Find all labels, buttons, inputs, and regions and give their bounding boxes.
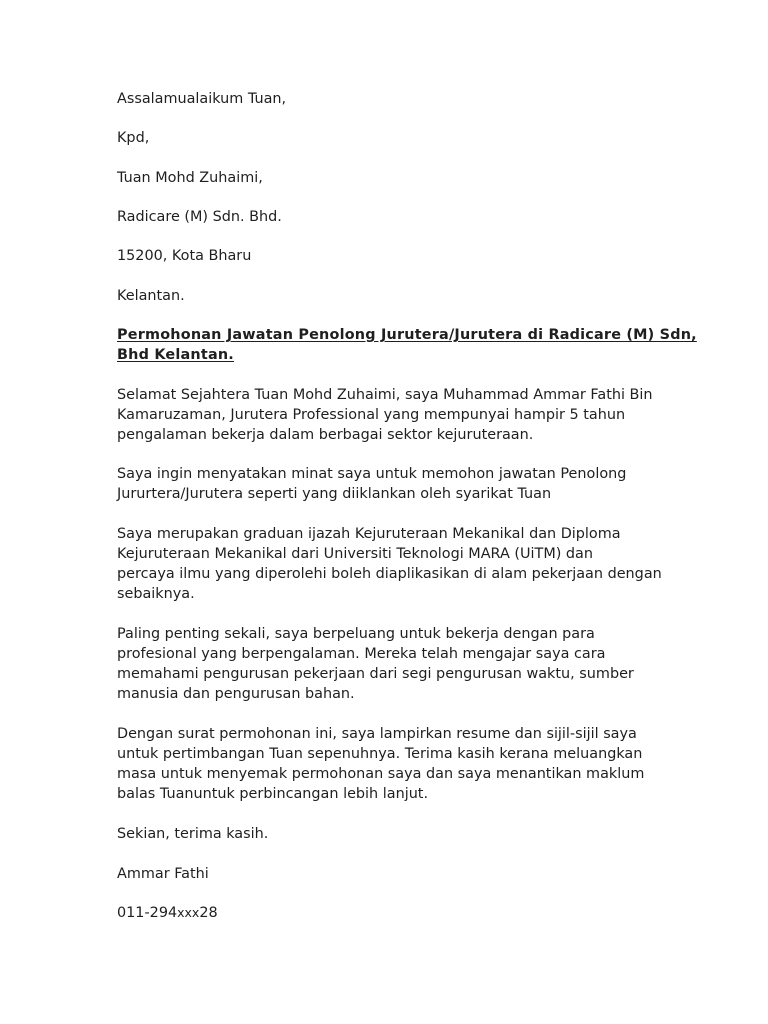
phone-masked: xxx [177,905,200,920]
paragraph-line: Saya ingin menyatakan minat saya untuk memohon jawatan Penolong [117,466,627,482]
subject-line-2: Bhd Kelantan. [117,347,234,363]
paragraph-line: profesional yang berpengalaman. Mereka telah mengajar saya cara [117,646,606,662]
paragraph-line: Saya merupakan graduan ijazah Kejuruteraan Mekanikal dan Diploma [117,526,621,542]
paragraph-education [117,524,677,604]
paragraph-line: pengalaman bekerja dalam berbagai sektor kejuruteraan. [117,427,534,443]
paragraph-line: balas Tuanuntuk perbincangan lebih lanjut. [117,786,429,802]
paragraph-line: untuk pertimbangan Tuan sepenuhnya. Terima kasih kerana meluangkan [117,746,643,762]
address-state: Kelantan. [117,288,185,304]
subject-line-1: Permohonan Jawatan Penolong Jurutera/Jurutera di Radicare (M) Sdn, [117,327,697,343]
paragraph-line: Kamaruzaman, Jurutera Professional yang mempunyai hampir 5 tahun [117,407,626,423]
phone-number [117,903,218,923]
closing: Sekian, terima kasih. [117,826,269,842]
paragraph-line: masa untuk menyemak permohonan saya dan saya menantikan maklum [117,766,645,782]
phone-prefix: 011-294 [117,905,178,921]
paragraph-line: sebaiknya. [117,586,195,602]
address-name: Tuan Mohd Zuhaimi, [117,170,263,186]
paragraph-intro [117,385,677,445]
address-postcode-city: 15200, Kota Bharu [117,248,252,264]
paragraph-line: Jururtera/Jurutera seperti yang diiklankan oleh syarikat Tuan [117,486,552,502]
paragraph-line: Paling penting sekali, saya berpeluang untuk bekerja dengan para [117,626,595,642]
signature-name: Ammar Fathi [117,866,209,882]
address-to: Kpd, [117,130,150,146]
paragraph-line: Selamat Sejahtera Tuan Mohd Zuhaimi, saya Muhammad Ammar Fathi Bin [117,387,653,403]
paragraph-line: percaya ilmu yang diperolehi boleh diaplikasikan di alam pekerjaan dengan [117,566,662,582]
phone-suffix: 28 [199,905,218,921]
greeting: Assalamualaikum Tuan, [117,91,287,107]
subject-line [117,325,697,365]
paragraph-line: manusia dan pengurusan bahan. [117,686,355,702]
paragraph-line: Dengan surat permohonan ini, saya lampirkan resume dan sijil-sijil saya [117,726,637,742]
paragraph-attachment [117,724,677,804]
paragraph-line: memahami pengurusan pekerjaan dari segi pengurusan waktu, sumber [117,666,634,682]
paragraph-line: Kejuruteraan Mekanikal dari Universiti Teknologi MARA (UiTM) dan [117,546,593,562]
paragraph-interest [117,464,677,504]
address-company: Radicare (M) Sdn. Bhd. [117,209,282,225]
paragraph-experience [117,624,677,704]
